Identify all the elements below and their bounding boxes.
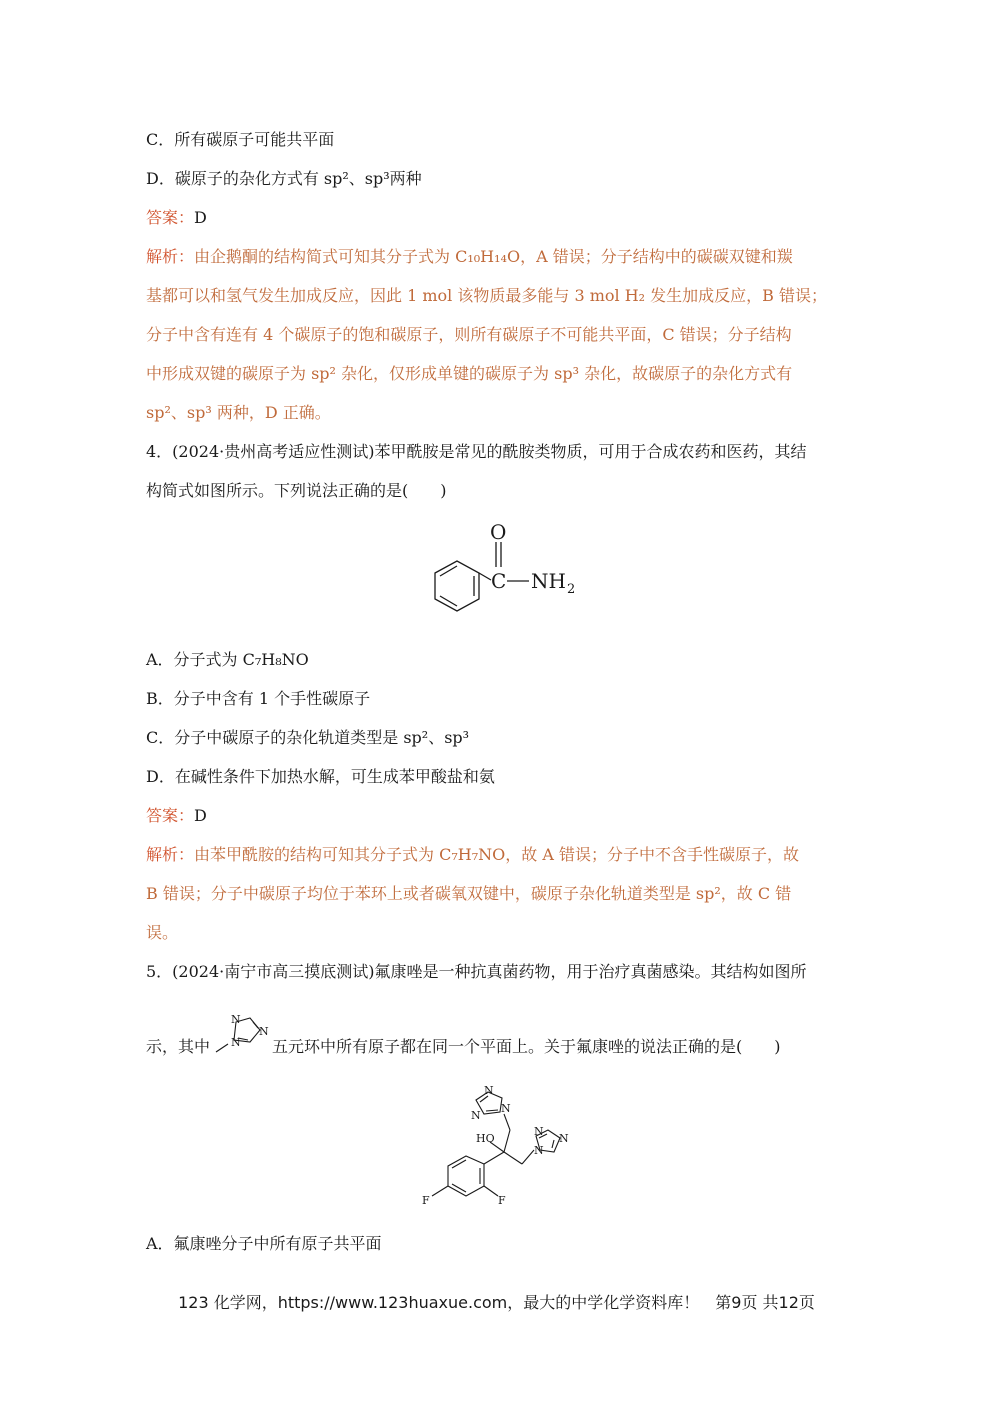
nitrogen-label: N bbox=[534, 1125, 544, 1138]
q4-stem-2: 构简式如图所示。下列说法正确的是( ) bbox=[146, 481, 447, 500]
fluorine-label: F bbox=[498, 1194, 506, 1207]
answer-value: D bbox=[194, 208, 207, 227]
q3-explanation-1 bbox=[146, 247, 793, 267]
q4-option-d: D．在碱性条件下加热水解，可生成苯甲酸盐和氨 bbox=[146, 767, 495, 786]
q3-explanation-3: 分子中含有连有 4 个碳原子的饱和碳原子，则所有碳原子不可能共平面，C 错误；分子结构 bbox=[146, 325, 792, 344]
q4-explanation-1 bbox=[146, 845, 799, 865]
q5-stem-2a: 示，其中 bbox=[146, 1037, 211, 1056]
q4-stem-1: 4．(2024·贵州高考适应性测试)苯甲酰胺是常见的酰胺类物质，可用于合成农药和医药，其结 bbox=[146, 442, 807, 461]
explanation-text: 由苯甲酰胺的结构可知其分子式为 C₇H₇NO，故 A 错误；分子中不含手性碳原子，故 bbox=[194, 845, 799, 864]
q4-explanation-2: B 错误；分子中碳原子均位于苯环上或者碳氧双键中，碳原子杂化轨道类型是 sp²，故 C 错 bbox=[146, 884, 792, 903]
q4-option-a: A．分子式为 C₇H₈NO bbox=[146, 650, 309, 669]
q4-explanation-3: 误。 bbox=[146, 923, 179, 942]
benzamide-structure bbox=[405, 515, 595, 630]
oxygen-label: O bbox=[490, 520, 507, 544]
nitrogen-label: N bbox=[259, 1025, 269, 1038]
nitrogen-label: N bbox=[484, 1084, 494, 1097]
fluorine-label: F bbox=[422, 1194, 430, 1207]
q4-option-c: C．分子中碳原子的杂化轨道类型是 sp²、sp³ bbox=[146, 728, 470, 747]
amine-label: NH bbox=[531, 569, 566, 593]
q5-stem-1: 5．(2024·南宁市高三摸底测试)氟康唑是一种抗真菌药物，用于治疗真菌感染。其结构如图所 bbox=[146, 962, 807, 981]
nitrogen-label: N bbox=[231, 1013, 241, 1026]
hydroxyl-label: HO bbox=[476, 1132, 495, 1145]
nitrogen-label: N bbox=[534, 1144, 544, 1157]
q3-explanation-4: 中形成双键的碳原子为 sp² 杂化，仅形成单键的碳原子为 sp³ 杂化，故碳原子的杂化方式有 bbox=[146, 364, 793, 383]
page-footer: 123 化学网，https://www.123huaxue.com，最大的中学化学资料库！ 第9页 共12页 bbox=[178, 1293, 815, 1312]
q3-option-c: C．所有碳原子可能共平面 bbox=[146, 130, 335, 149]
q3-explanation-5: sp²、sp³ 两种，D 正确。 bbox=[146, 403, 331, 422]
amine-subscript: 2 bbox=[567, 582, 576, 597]
q5-stem-2b: 五元环中所有原子都在同一个平面上。关于氟康唑的说法正确的是( ) bbox=[272, 1037, 781, 1056]
nitrogen-label: N bbox=[559, 1132, 569, 1145]
q3-answer bbox=[146, 208, 207, 228]
answer-label: 答案： bbox=[146, 806, 195, 825]
explanation-label: 解析： bbox=[146, 845, 195, 864]
answer-label: 答案： bbox=[146, 208, 195, 227]
q3-option-d: D．碳原子的杂化方式有 sp²、sp³两种 bbox=[146, 169, 422, 188]
q4-answer bbox=[146, 806, 207, 826]
explanation-label: 解析： bbox=[146, 247, 195, 266]
fluconazole-structure bbox=[418, 1078, 588, 1213]
carbon-label: C bbox=[491, 569, 507, 593]
q4-option-b: B．分子中含有 1 个手性碳原子 bbox=[146, 689, 371, 708]
q3-explanation-2: 基都可以和氢气发生加成反应，因此 1 mol 该物质最多能与 3 mol H₂ 发生加成反应，B 错误； bbox=[146, 286, 828, 305]
nitrogen-label: N bbox=[471, 1109, 481, 1122]
q5-option-a: A．氟康唑分子中所有原子共平面 bbox=[146, 1234, 382, 1253]
explanation-text: 由企鹅酮的结构简式可知其分子式为 C₁₀H₁₄O，A 错误；分子结构中的碳碳双键和羰 bbox=[194, 247, 793, 266]
triazole-ring-structure bbox=[214, 1008, 270, 1060]
nitrogen-label: N bbox=[231, 1036, 241, 1049]
nitrogen-label: N bbox=[501, 1102, 511, 1115]
answer-value: D bbox=[194, 806, 207, 825]
